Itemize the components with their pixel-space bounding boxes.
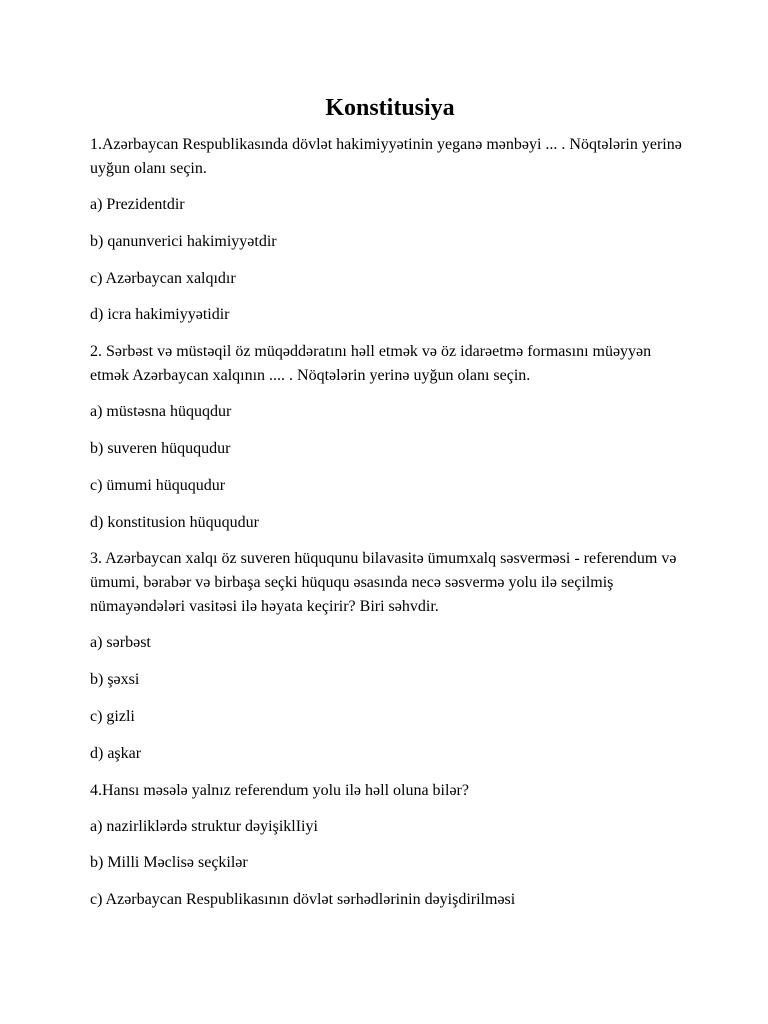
- question-3-option-c: c) gizli: [90, 707, 135, 725]
- question-1-option-c: c) Azərbaycan xalqıdır: [90, 269, 236, 287]
- question-3-option-b: b) şəxsi: [90, 671, 140, 689]
- question-4-option-b: b) Milli Məclisə seçkilər: [90, 854, 248, 872]
- question-3-text: 3. Azərbaycan xalqı öz suveren hüququnu bilavasitə ümumxalq səsverməsi - referendum və ümumi, bərabər və birbaşa seçki hüququ əsasında necə səsvermə yolu ilə seçilmiş nümayəndələri vasitəsi ilə həyata keçirir? Biri səhvdir.: [90, 550, 677, 616]
- question-2-text: 2. Sərbəst və müstəqil öz müqəddəratını həll etmək və öz idarəetmə formasını müəyyən etmək Azərbaycan xalqının .... . Nöqtələrin yerinə uyğun olanı seçin.: [90, 343, 652, 385]
- question-1-option-d: d) icra hakimiyyətidir: [90, 306, 230, 324]
- question-2-option-d: d) konstitusion hüququdur: [90, 513, 259, 531]
- question-4-option-c: c) Azərbaycan Respublikasının dövlət sərhədlərinin dəyişdirilməsi: [90, 891, 516, 909]
- question-2-option-a: a) müstəsna hüquqdur: [90, 403, 232, 421]
- question-3-option-d: d) aşkar: [90, 744, 142, 762]
- question-1-option-b: b) qanunverici hakimiyyətdir: [90, 232, 277, 250]
- question-3-option-a: a) sərbəst: [90, 634, 151, 652]
- question-4-text: 4.Hansı məsələ yalnız referendum yolu ilə həll oluna bilər?: [90, 781, 469, 799]
- question-2-option-c: c) ümumi hüququdur: [90, 476, 226, 494]
- question-1-text: 1.Azərbaycan Respublikasında dövlət hakimiyyətinin yeganə mənbəyi ... . Nöqtələrin yerinə uyğun olanı seçin.: [90, 136, 682, 177]
- question-1-option-a: a) Prezidentdir: [90, 196, 185, 213]
- question-2-option-b: b) suveren hüququdur: [90, 439, 231, 457]
- question-4-option-a: a) nazirliklərdə struktur dəyişiklIiyi: [90, 817, 318, 835]
- document-page: [90, 92, 690, 925]
- document-title: Konstitusiya: [325, 95, 455, 121]
